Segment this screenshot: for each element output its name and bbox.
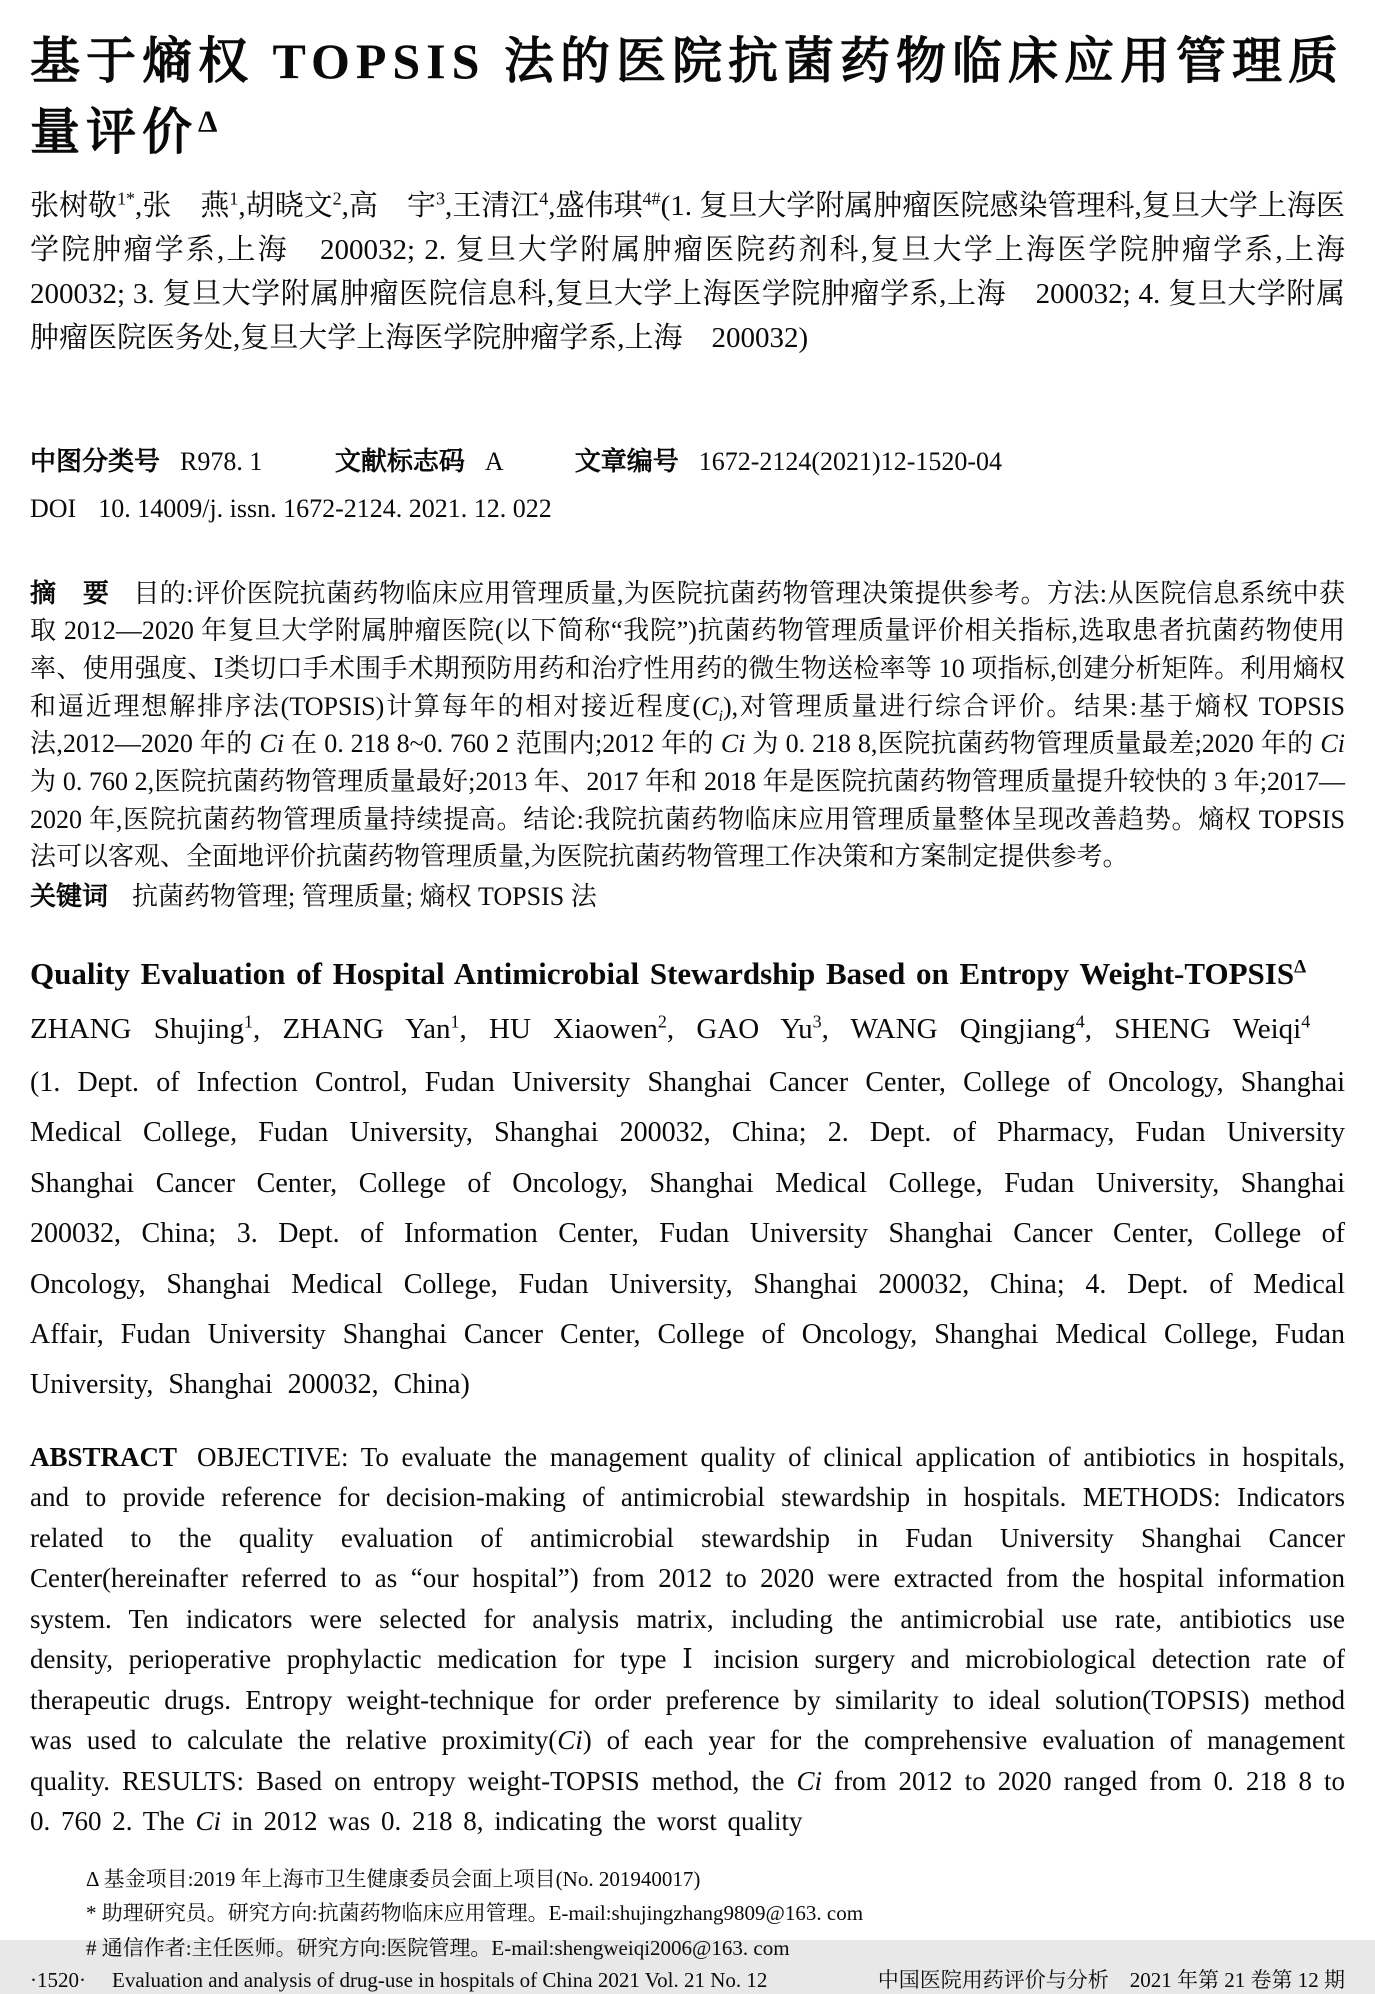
doi-row xyxy=(30,491,1345,526)
journal-name-zh: 中国医院用药评价与分析 2021 年第 21 卷第 12 期 xyxy=(877,1968,1345,1993)
footer-left xyxy=(30,1967,767,1994)
abstract-zh-label: 摘 要 xyxy=(30,577,110,608)
doi-label: DOI xyxy=(30,494,77,524)
abstract-en-text: OBJECTIVE: To evaluate the management quality of clinical application of antibiotics in hospitals, and to provide reference for decision-making of antimicrobial stewardship in hospitals. METHODS: Indicators related to the quality evaluation of antimicrobial stewardship in Fudan University Shanghai Cancer Center(hereinafter referred to as “our hospital”) from 2012 to 2020 were extracted from the hospital information system. Ten indicators were selected for analysis matrix, including the antimicrobial use rate, antibiotics use density, perioperative prophylactic medication for type Ⅰ incision surgery and microbiological detection rate of therapeutic drugs. Entropy weight-technique for order preference by similarity to ideal solution(TOPSIS) method was used to calculate the relative proximity(Ci) of each year for the comprehensive evaluation of management quality. RESULTS: Based on entropy weight-TOPSIS method, the Ci from 2012 to 2020 ranged from 0. 218 8 to 0. 760 2. The Ci in 2012 was 0. 218 8, indicating the worst quality xyxy=(30,1441,1346,1837)
document-code-value: A xyxy=(484,447,503,477)
clc-label: 中图分类号 xyxy=(30,446,161,477)
page-number: ·1520· xyxy=(30,1968,86,1993)
clc-value: R978. 1 xyxy=(180,447,263,477)
article-number xyxy=(575,447,1002,476)
clc-number xyxy=(30,447,269,476)
article-title-en: Quality Evaluation of Hospital Antimicrobial Stewardship Based on Entropy Weight-$TOPSIS^\Delta$ xyxy=(30,955,1307,991)
affiliations-en: (1. Dept. of Infection Control, Fudan University Shanghai Cancer Center, College of Oncology, Shanghai Medical College, Fudan University, Shanghai 200032, China; 2. Dept. of Pharmacy, Fudan University Shanghai Cancer Center, College of Oncology, Shanghai Medical College, Fudan University, Shanghai 200032, China; 3. Dept. of Information Center, Fudan University Shanghai Cancer Center, College of Oncology, Shanghai Medical College, Fudan University, Shanghai 200032, China; 4. Dept. of Medical Affair, Fudan University Shanghai Cancer Center, College of Oncology, Shanghai Medical College, Fudan University, Shanghai 200032, China) xyxy=(30,1067,1345,1401)
keywords-zh xyxy=(30,878,1345,916)
abstract-en-label: ABSTRACT xyxy=(30,1441,178,1472)
abstract-en xyxy=(30,1437,1345,1842)
footnotes xyxy=(30,1864,1345,1967)
document-code-label: 文献标志码 xyxy=(334,446,465,477)
article-meta-row xyxy=(30,444,1345,479)
footnote-fund-project: Δ 基金项目:2019 年上海市卫生健康委员会面上项目(No. 201940017) xyxy=(86,1866,701,1891)
article-number-label: 文章编号 xyxy=(574,446,679,477)
page-footer xyxy=(30,1967,1345,1994)
keywords-zh-text: 抗菌药物管理; 管理质量; 熵权 TOPSIS 法 xyxy=(132,882,597,911)
journal-name-en: Evaluation and analysis of drug-use in hospitals of China 2021 Vol. 21 No. 12 xyxy=(112,1968,768,1993)
footnote-first-author: * 助理研究员。研究方向:抗菌药物临床应用管理。E-mail:shujingzhang9809@163. com xyxy=(86,1901,864,1926)
article-title-zh: 基于熵权 TOPSIS 法的医院抗菌药物临床应用管理质量评价$^\Delta$ xyxy=(30,33,1344,160)
doi-value: 10. 14009/j. issn. 1672-2124. 2021. 12. 022 xyxy=(98,494,552,524)
authors-en: ZHANG Shujing$^1$, ZHANG Yan$^1$, HU Xiaowen$^2$, GAO Yu$^3$, WANG Qingjiang$^4$, SHENG Weiqi$^4$ xyxy=(30,1011,1311,1045)
abstract-zh-text: 目的:评价医院抗菌药物临床应用管理质量,为医院抗菌药物管理决策提供参考。方法:从医院信息系统中获取 2012—2020 年复旦大学附属肿瘤医院(以下简称“我院”)抗菌药物管理质量评价相关指标,选取患者抗菌药物使用率、使用强度、Ⅰ类切口手术围手术期预防用药和治疗性用药的微生物送检率等 10 项指标,创建分析矩阵。利用熵权和逼近理想解排序法(TOPSIS)计算每年的相对接近程度$(C_i)$,对管理质量进行综合评价。结果:基于熵权 TOPSIS 法,2012—2020 年的 Ci 在 0. 218 8~0. 760 2 范围内;2012 年的 Ci 为 0. 218 8,医院抗菌药物管理质量最差;2020 年的 Ci 为 0. 760 2,医院抗菌药物管理质量最好;2013 年、2017 年和 2018 年是医院抗菌药物管理质量提升较快的 3 年;2017—2020 年,医院抗菌药物管理质量持续提高。结论:我院抗菌药物临床应用管理质量整体呈现改善趋势。熵权 TOPSIS 法可以客观、全面地评价抗菌药物管理质量,为医院抗菌药物管理工作决策和方案制定提供参考。 xyxy=(30,578,1346,872)
article-number-value: 1672-2124(2021)12-1520-04 xyxy=(698,447,1003,477)
abstract-zh xyxy=(30,575,1345,877)
footnote-corresponding-author: # 通信作者:主任医师。研究方向:医院管理。E-mail:shengweiqi2006@163. com xyxy=(86,1935,790,1960)
keywords-zh-label: 关键词 xyxy=(30,881,109,911)
document-code xyxy=(335,447,509,476)
authors-affiliations-zh: 张树敬$^{1*}$,张 燕$^1$,胡晓文$^2$,高 宇$^3$,王清江$^4$,盛伟琪$^{4\#}$(1. 复旦大学附属肿瘤医院感染管理科,复旦大学上海医学院肿瘤学系,上海 200032; 2. 复旦大学附属肿瘤医院药剂科,复旦大学上海医学院肿瘤学系,上海 200032; 3. 复旦大学附属肿瘤医院信息科,复旦大学上海医学院肿瘤学系,上海 200032; 4. 复旦大学附属肿瘤医院医务处,复旦大学上海医学院肿瘤学系,上海 200032) xyxy=(30,188,1375,355)
